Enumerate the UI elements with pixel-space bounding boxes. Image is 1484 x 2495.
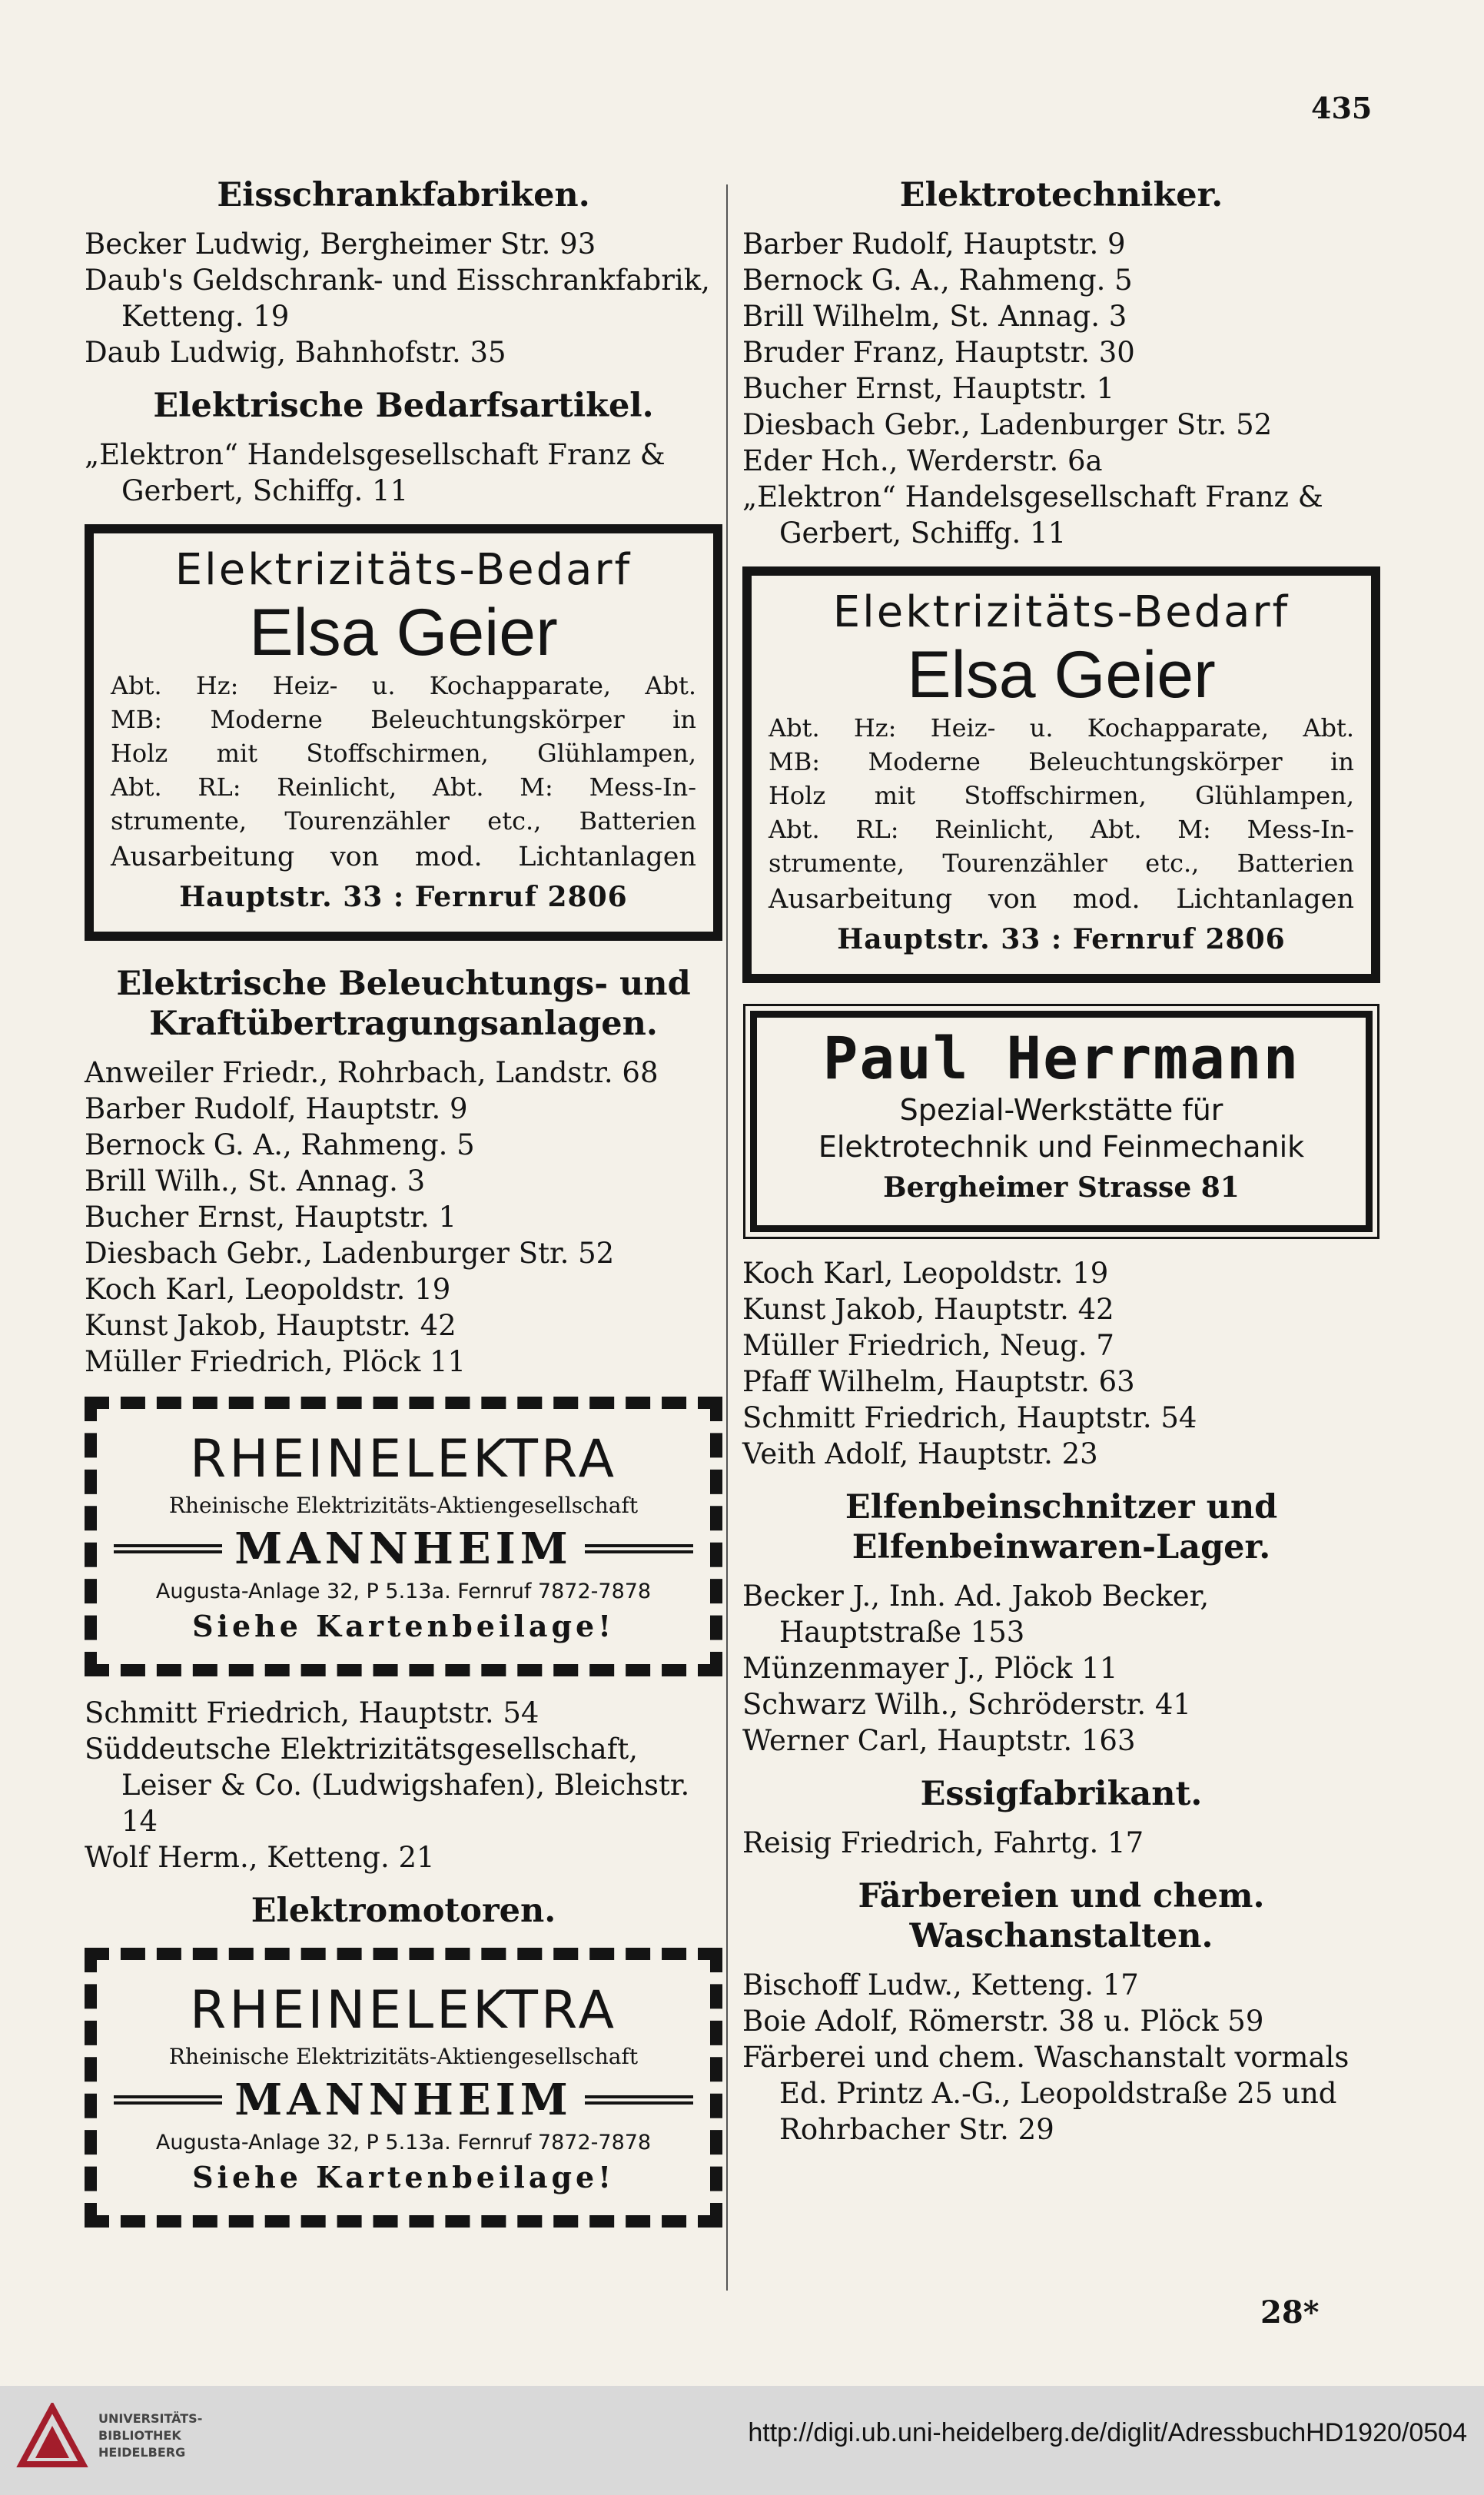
list-item: Bischoff Ludw., Ketteng. 17	[742, 1968, 1139, 2002]
ad-city-label: MANNHEIM	[234, 2075, 573, 2125]
ad-subtitle: Rheinische Elektrizitäts-Aktiengesellschaft	[168, 1493, 639, 1518]
list-item: Bucher Ernst, Hauptstr. 1	[85, 1201, 457, 1234]
list-item: Bernock G. A., Rahmeng. 5	[742, 264, 1133, 297]
left-column	[85, 168, 722, 2246]
ad-description: Holz mit Stoffschirmen, Glühlampen,	[769, 781, 1354, 810]
list-item: Süddeutsche Elektrizitätsgesellschaft, Leiser & Co. (Ludwigshafen), Bleichstr. 14	[85, 1733, 690, 1838]
list-item: Wolf Herm., Ketteng. 21	[85, 1841, 435, 1874]
list-item: Schmitt Friedrich, Hauptstr. 54	[742, 1401, 1197, 1434]
signature-mark: 28*	[1260, 2294, 1320, 2331]
ad-paul-herrmann	[750, 1011, 1373, 1232]
ad-rheinelektra-2	[85, 1948, 722, 2228]
list-item: Schwarz Wilh., Schröderstr. 41	[742, 1688, 1191, 1721]
list-item: Bucher Ernst, Hauptstr. 1	[742, 372, 1115, 405]
list-item: Kunst Jakob, Hauptstr. 42	[742, 1293, 1114, 1326]
ad-subtitle: Rheinische Elektrizitäts-Aktiengesellschaft	[168, 2044, 639, 2069]
list-item: Veith Adolf, Hauptstr. 23	[742, 1437, 1098, 1470]
ad-description: MB: Moderne Beleuchtungskörper in	[769, 747, 1354, 776]
ad-description: Holz mit Stoffschirmen, Glühlampen,	[111, 739, 696, 768]
list-item: Münzenmayer J., Plöck 11	[742, 1652, 1118, 1685]
ad-address: Hauptstr. 33 : Fernruf 2806	[179, 881, 628, 913]
list-item: Boie Adolf, Römerstr. 38 u. Plöck 59	[742, 2005, 1264, 2038]
list-item: Werner Carl, Hauptstr. 163	[742, 1724, 1136, 1757]
ad-address: Augusta-Anlage 32, P 5.13a. Fernruf 7872-7878	[155, 1580, 652, 1603]
ad-description: MB: Moderne Beleuchtungskörper in	[111, 705, 696, 734]
footer-bar	[0, 2386, 1484, 2495]
right-column	[742, 168, 1380, 2148]
ad-dashed-border	[85, 1948, 722, 2228]
list-item: Brill Wilhelm, St. Annag. 3	[742, 300, 1127, 333]
logo-line: HEIDELBERG	[98, 2445, 186, 2460]
list-item: Daub Ludwig, Bahnhofstr. 35	[85, 336, 506, 369]
heading-faerbereien: Färbereien und chem. Waschanstalten.	[858, 1877, 1265, 1955]
heading-elfenbeinschnitzer: Elfenbeinschnitzer und Elfenbeinwaren-Lager.	[845, 1488, 1278, 1566]
list-item: Diesbach Gebr., Ladenburger Str. 52	[742, 408, 1273, 441]
ad-company-name: Elsa Geier	[249, 596, 558, 669]
list-item: Koch Karl, Leopoldstr. 19	[85, 1273, 451, 1306]
list-item: Eder Hch., Werderstr. 6a	[742, 444, 1103, 477]
heading-eisschrankfabriken: Eisschrankfabriken.	[217, 176, 590, 214]
ad-title: RHEINELEKTRA	[190, 1980, 617, 2041]
ad-address: Bergheimer Strasse 81	[883, 1171, 1240, 1204]
ad-address: Augusta-Anlage 32, P 5.13a. Fernruf 7872-7878	[155, 2131, 652, 2154]
logo-line: BIBLIOTHEK	[98, 2428, 181, 2443]
source-url-link[interactable]: http://digi.ub.uni-heidelberg.de/diglit/AdressbuchHD1920/0504	[748, 2418, 1467, 2447]
list-item: „Elektron“ Handelsgesellschaft Franz & Gerbert, Schiffg. 11	[742, 480, 1323, 550]
ad-company-name: Elsa Geier	[907, 638, 1216, 712]
page-number: 435	[1311, 91, 1373, 125]
ad-service: Ausarbeitung von mod. Lichtanlagen	[769, 884, 1354, 915]
ad-description: Abt. RL: Reinlicht, Abt. M: Mess-In-	[111, 772, 696, 802]
heading-elektrotechniker: Elektrotechniker.	[899, 176, 1223, 214]
ad-rheinelektra	[85, 1397, 722, 1676]
list-item: Anweiler Friedr., Rohrbach, Landstr. 68	[85, 1056, 659, 1089]
list-item: Müller Friedrich, Plöck 11	[85, 1345, 466, 1378]
library-logo-icon	[15, 2403, 89, 2477]
ad-description: Spezial-Werkstätte für	[899, 1093, 1223, 1127]
library-logo-text	[98, 2410, 202, 2461]
ad-address: Hauptstr. 33 : Fernruf 2806	[837, 923, 1286, 955]
list-item: „Elektron“ Handelsgesellschaft Franz & Gerbert, Schiffg. 11	[85, 438, 666, 507]
ad-description: Elektrotechnik und Feinmechanik	[818, 1130, 1305, 1164]
list-item: Becker J., Inh. Ad. Jakob Becker, Hauptstraße 153	[742, 1580, 1210, 1649]
ad-description: Abt. Hz: Heiz- u. Kochapparate, Abt.	[769, 713, 1354, 743]
ad-description: strumente, Tourenzähler etc., Batterien	[111, 806, 696, 836]
list-item: Brill Wilh., St. Annag. 3	[85, 1164, 426, 1198]
ad-description: strumente, Tourenzähler etc., Batterien	[769, 849, 1354, 878]
list-item: Bruder Franz, Hauptstr. 30	[742, 336, 1135, 369]
ad-note: Siehe Kartenbeilage!	[192, 2160, 615, 2194]
ad-city-label: MANNHEIM	[234, 1523, 573, 1574]
ad-title: RHEINELEKTRA	[190, 1429, 617, 1490]
ad-description: Abt. RL: Reinlicht, Abt. M: Mess-In-	[769, 815, 1354, 844]
list-item: Daub's Geldschrank- und Eisschrankfabrik, Ketteng. 19	[85, 264, 710, 333]
logo-line: UNIVERSITÄTS-	[98, 2411, 203, 2426]
list-item: Koch Karl, Leopoldstr. 19	[742, 1257, 1109, 1290]
list-item: Pfaff Wilhelm, Hauptstr. 63	[742, 1365, 1135, 1398]
list-item: Müller Friedrich, Neug. 7	[742, 1329, 1114, 1362]
list-item: Diesbach Gebr., Ladenburger Str. 52	[85, 1237, 615, 1270]
list-item: Barber Rudolf, Hauptstr. 9	[85, 1092, 468, 1125]
list-item: Reisig Friedrich, Fahrtg. 17	[742, 1826, 1144, 1859]
heading-essigfabrikant: Essigfabrikant.	[920, 1775, 1203, 1813]
ad-description: Abt. Hz: Heiz- u. Kochapparate, Abt.	[111, 671, 696, 700]
ad-note: Siehe Kartenbeilage!	[192, 1609, 615, 1643]
list-item: Kunst Jakob, Hauptstr. 42	[85, 1309, 456, 1342]
list-item: Färberei und chem. Waschanstalt vormals Ed. Printz A.-G., Leopoldstraße 25 und Rohrbacher Str. 29	[742, 2041, 1350, 2146]
ad-title: Elektrizitäts-Bedarf	[174, 545, 632, 595]
list-item: Schmitt Friedrich, Hauptstr. 54	[85, 1696, 539, 1729]
ad-dashed-border	[85, 1397, 722, 1676]
ad-service: Ausarbeitung von mod. Lichtanlagen	[111, 842, 696, 872]
heading-elektrische-beleuchtung: Elektrische Beleuchtungs- und Kraftübertragungsanlagen.	[116, 965, 691, 1043]
list-item: Becker Ludwig, Bergheimer Str. 93	[85, 228, 596, 261]
heading-elektromotoren: Elektromotoren.	[251, 1892, 556, 1930]
heading-elektrische-bedarfsartikel: Elektrische Bedarfsartikel.	[153, 387, 654, 425]
ad-title: Elektrizitäts-Bedarf	[832, 587, 1290, 637]
list-item: Bernock G. A., Rahmeng. 5	[85, 1128, 475, 1161]
ad-company-name: Paul Herrmann	[822, 1024, 1300, 1092]
list-item: Barber Rudolf, Hauptstr. 9	[742, 228, 1126, 261]
column-divider	[726, 184, 728, 2291]
ad-elsa-geier	[85, 524, 722, 941]
ad-elsa-geier-2	[742, 566, 1380, 983]
